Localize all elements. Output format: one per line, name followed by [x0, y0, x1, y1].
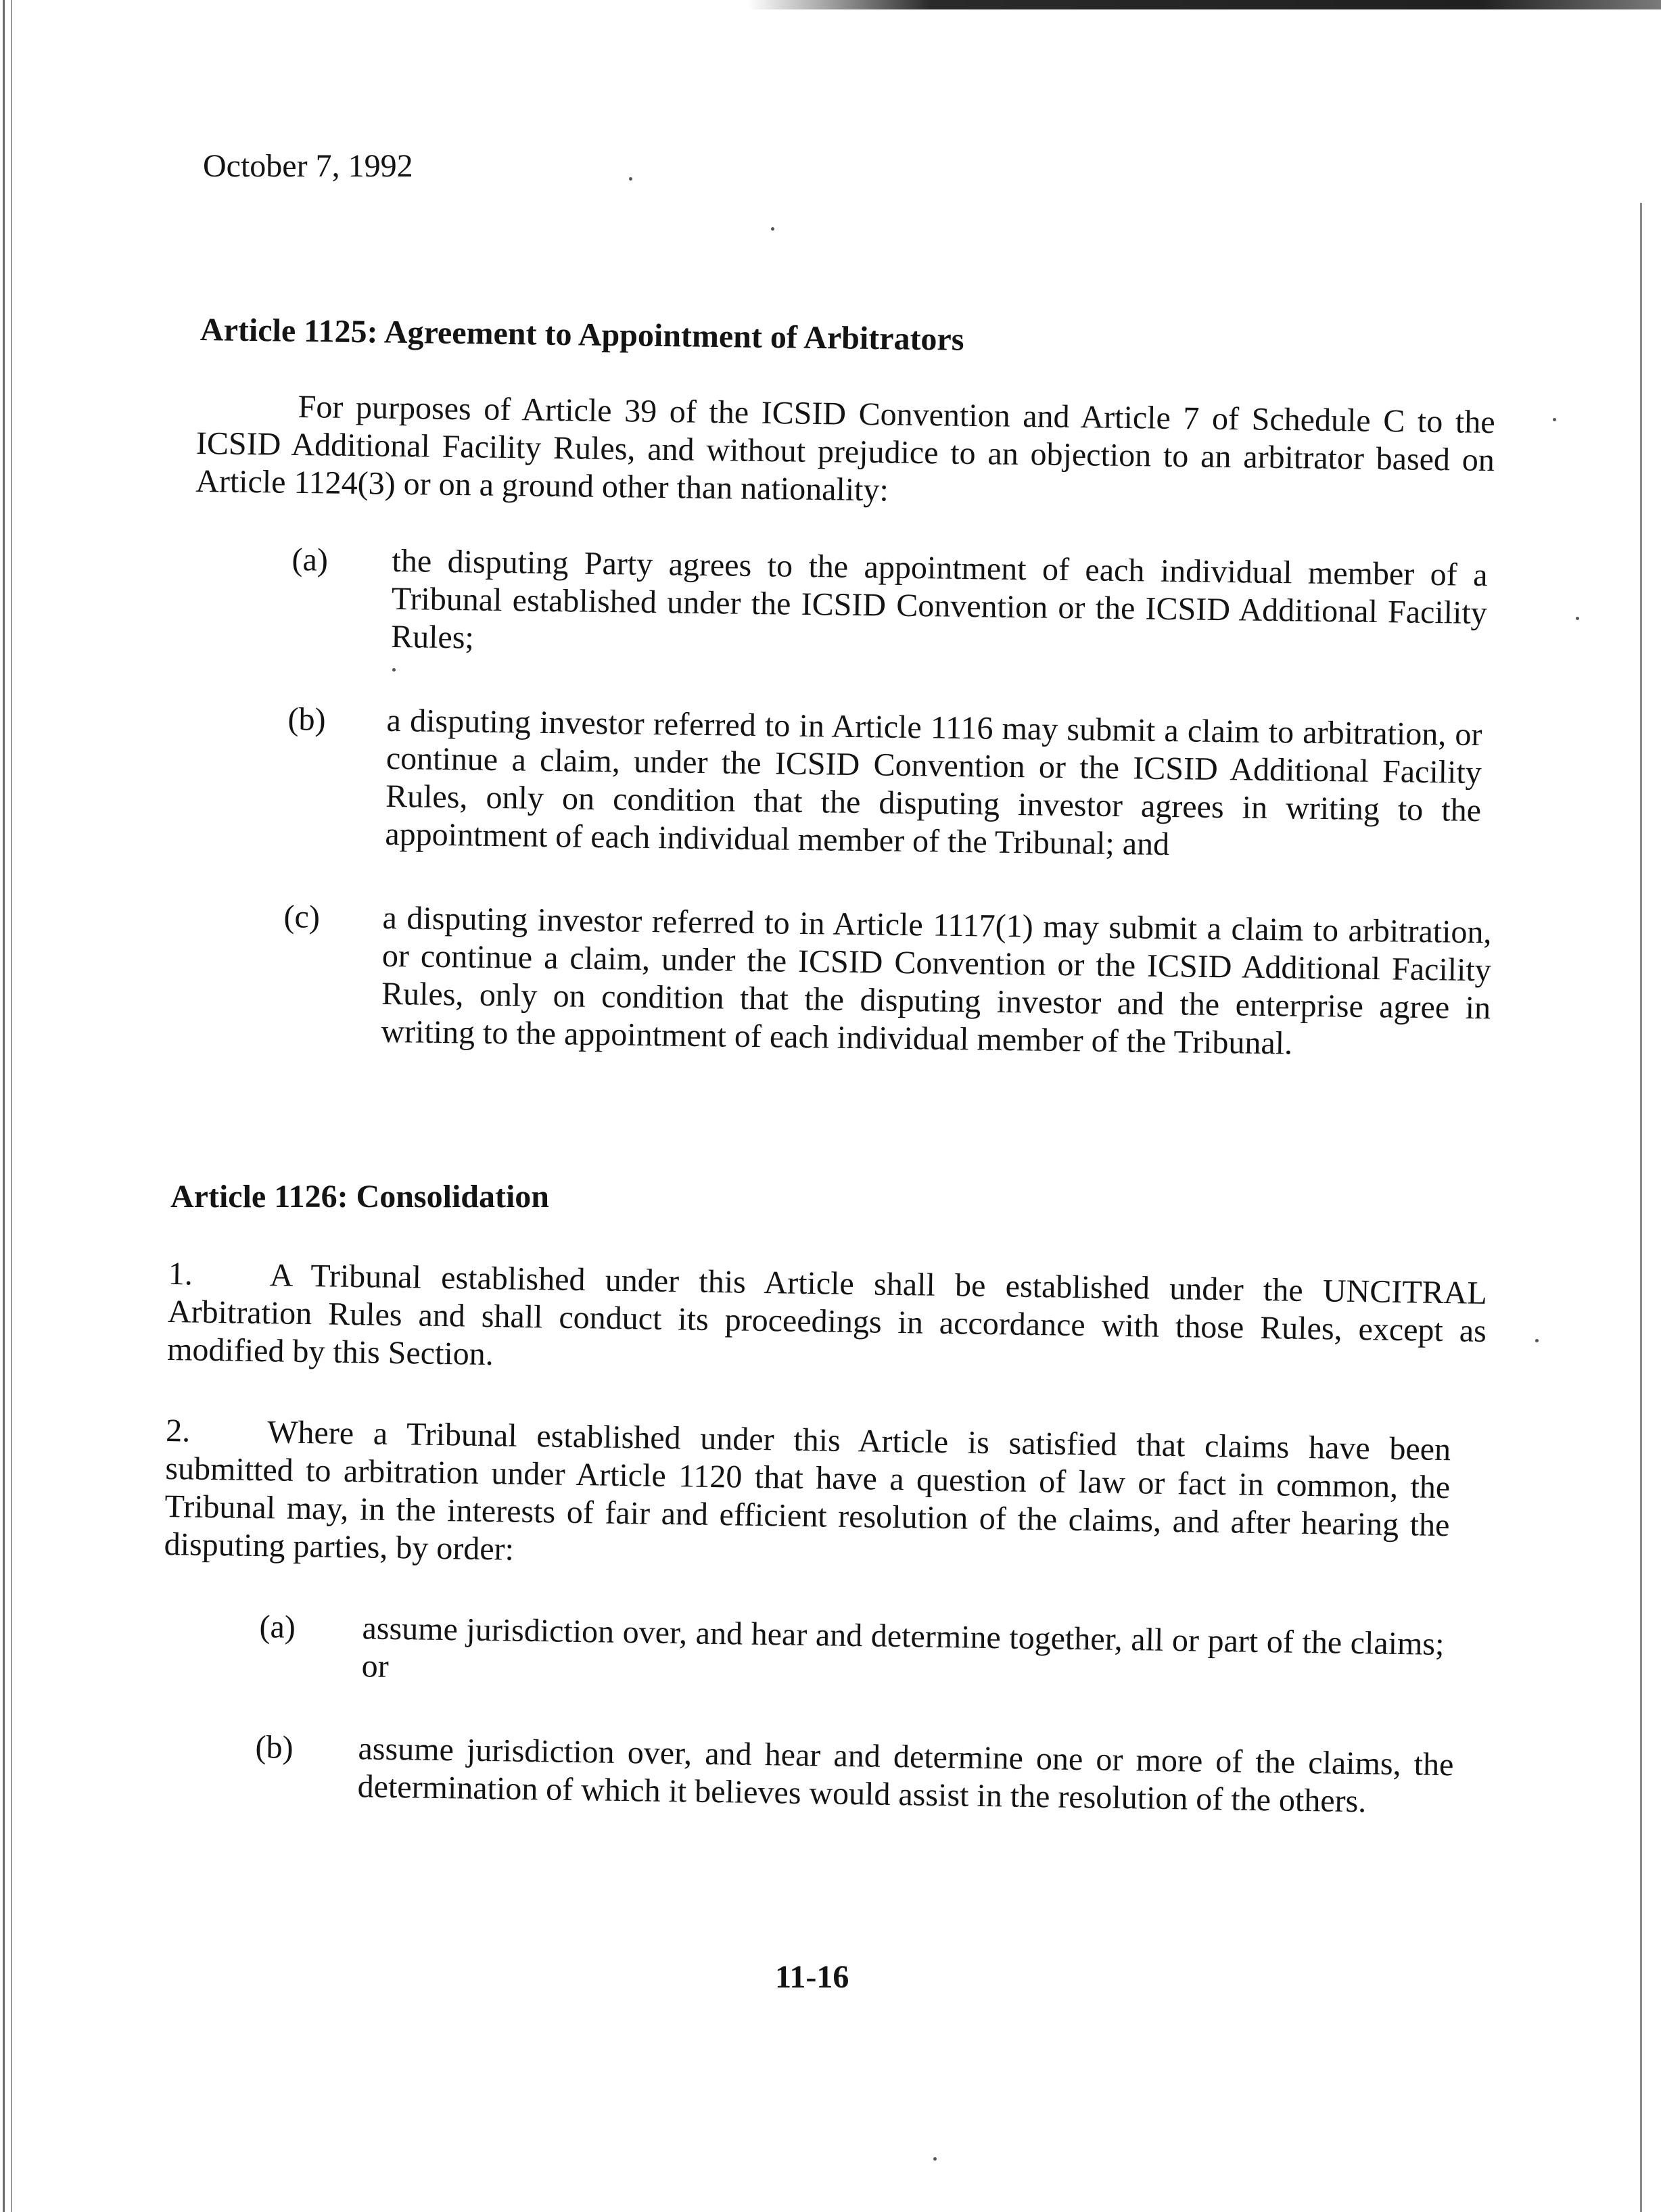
paragraph-number: 2.: [165, 1413, 191, 1449]
scan-speck: [1535, 1339, 1539, 1342]
item-text: assume jurisdiction over, and hear and determine one or more of the claims, the determination of which it believes would assist in the resolution of the others.: [357, 1731, 1454, 1820]
paragraph-text: Where a Tribunal established under this Article is satisfied that claims have been submitted to arbitration under Article 1120 that have a question of law or fact in common, the Tribunal may, in the interests of fair and efficient resolution of the claims, and after hearing the disputing parties, by order:: [164, 1414, 1451, 1568]
scan-speck: [629, 177, 632, 181]
scan-speck: [771, 227, 774, 231]
document-date: October 7, 1992: [203, 148, 413, 184]
paragraph-text: A Tribunal established under this Article shall be established under the UNCITRAL Arbitration Rules and shall conduct its proceedings in accordance with those Rules, except as modified by this Section.: [166, 1257, 1488, 1373]
item-label: (c): [283, 898, 321, 935]
scan-speck: [392, 668, 396, 672]
item-label: (a): [259, 1609, 296, 1645]
article-1125-heading: Article 1125: Agreement to Appointment of Arbitrators: [200, 312, 964, 358]
item-text: assume jurisdiction over, and hear and determine together, all or part of the claims; or: [361, 1610, 1445, 1685]
paragraph-number: 1.: [168, 1256, 193, 1292]
scan-speck: [1576, 617, 1579, 620]
item-text: a disputing investor referred to in Article 1117(1) may submit a claim to arbitration, or continue a claim, under the ICSID Convention or the ICSID Additional Facility Rules, only on condition that the disputing investor and the enterprise agree in writing to the appointment of each individual member of the Tribunal.: [381, 899, 1492, 1062]
article-1125-intro: For purposes of Article 39 of the ICSID Convention and Article 7 of Schedule C to the ICSID Additional Facility Rules, and without prejudice to an objection to an arbitrator based on Article 1124(3) or on a ground other than nationality:: [195, 388, 1495, 509]
item-label: (a): [291, 541, 329, 578]
scan-speck: [1553, 418, 1556, 421]
article-1126-paragraph-2: [164, 1412, 1451, 1582]
scan-speck: [933, 2157, 937, 2161]
item-text: a disputing investor referred to in Article 1116 may submit a claim to arbitration, or continue a claim, under the ICSID Convention or the ICSID Additional Facility Rules, only on condition that the disputing investor agrees in writing to the appointment of each individual member of the Tribunal; and: [385, 702, 1482, 863]
item-label: (b): [287, 701, 326, 738]
page-number: 11-16: [775, 1959, 849, 1995]
item-text: the disputing Party agrees to the appointment of each individual member of a Tribunal established under the ICSID Convention or the ICSID Additional Facility Rules;: [390, 542, 1488, 656]
article-1126-heading: Article 1126: Consolidation: [170, 1179, 549, 1215]
article-1126-paragraph-1: [167, 1255, 1487, 1388]
item-label: (b): [255, 1729, 294, 1766]
